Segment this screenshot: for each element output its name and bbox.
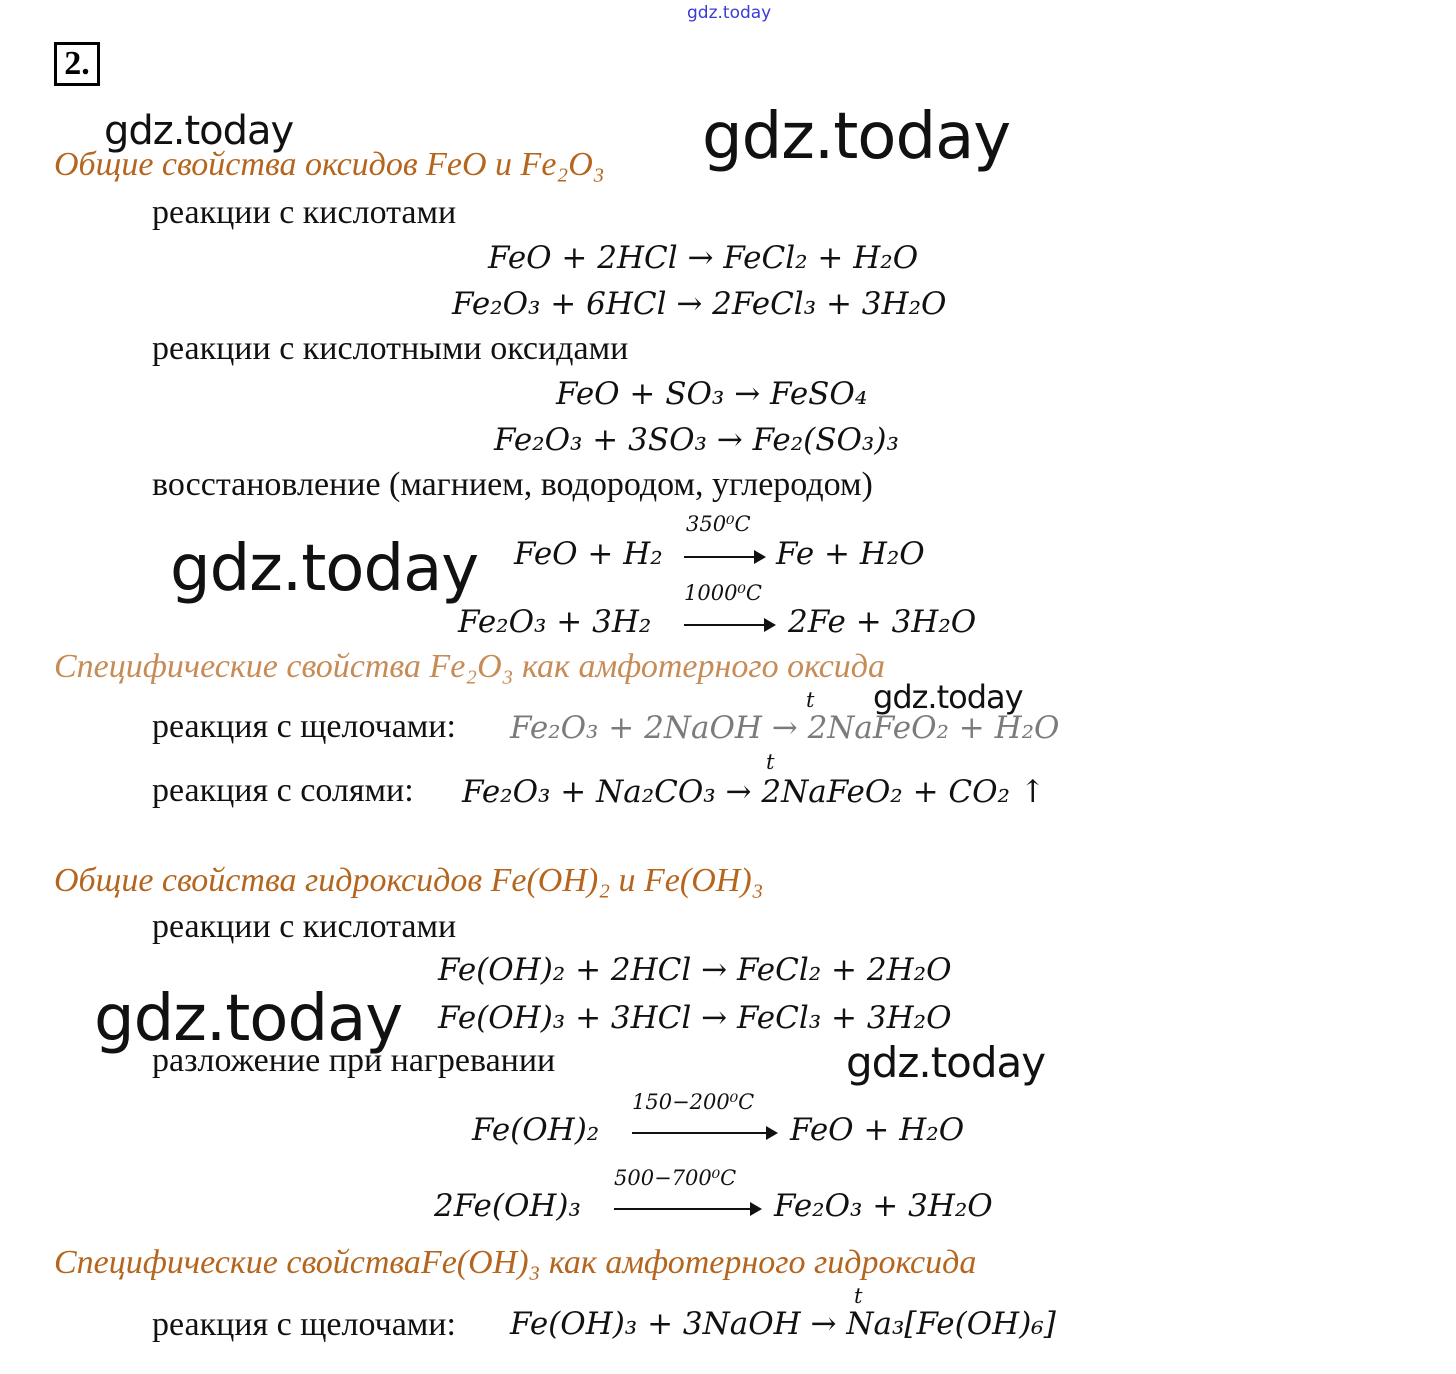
watermark-2: gdz.today [702, 100, 1011, 174]
heading-oxides-general: Общие свойства оксидов FeO и Fe₂O₃ [54, 146, 605, 183]
label-hydroxide-alkali: реакция с щелочами: [152, 1306, 456, 1343]
eq-feo-so3: FeO + SO₃ → FeSO₄ [556, 376, 868, 412]
eq-decomp-1-left: Fe(OH)₂ [472, 1112, 600, 1148]
heading-hydroxide-specific: Специфические свойстваFe(OH)₃ как амфотерного гидроксида [54, 1244, 977, 1281]
eq-reduction-2-condition: 1000⁰C [684, 581, 762, 605]
watermark-6: gdz.today [846, 1038, 1046, 1087]
eq-feo-hcl: FeO + 2HCl → FeCl₂ + H₂O [488, 240, 919, 276]
eq-feoh2-hcl: Fe(OH)₂ + 2HCl → FeCl₂ + 2H₂O [438, 952, 952, 988]
eq-decomp-2-left: 2Fe(OH)₃ [434, 1188, 581, 1224]
eq-oxide-alkali: Fe₂O₃ + 2NaOH → 2NaFeO₂ + H₂O [510, 710, 1060, 746]
label-reduction: восстановление (магнием, водородом, углеродом) [152, 466, 873, 503]
reduction-2-arrow [684, 624, 774, 626]
heading-oxide-specific: Специфические свойства Fe₂O₃ как амфотерного оксида [54, 648, 886, 685]
label-oxide-acids: реакции с кислотами [152, 194, 457, 231]
watermark-5: gdz.today [94, 982, 403, 1056]
eq-oxide-salts-condition: t [766, 750, 775, 774]
decomp-2-arrow [614, 1208, 760, 1210]
reduction-1-arrow [684, 556, 764, 558]
eq-decomp-2-right: Fe₂O₃ + 3H₂O [774, 1188, 993, 1224]
eq-hydroxide-alkali: Fe(OH)₃ + 3NaOH → Na₃[Fe(OH)₆] [510, 1306, 1056, 1342]
label-oxide-acid-oxides: реакции с кислотными оксидами [152, 330, 629, 367]
eq-reduction-1-left: FeO + H₂ [514, 536, 663, 572]
label-oxide-alkali: реакция с щелочами: [152, 708, 456, 745]
label-oxide-salts: реакция с солями: [152, 772, 414, 809]
eq-decomp-2-condition: 500−700⁰C [614, 1166, 737, 1190]
watermark-4: gdz.today [873, 678, 1023, 716]
heading-hydroxides-general: Общие свойства гидроксидов Fe(OH)₂ и Fe(OH)₃ [54, 862, 764, 899]
eq-reduction-2-left: Fe₂O₃ + 3H₂ [458, 604, 652, 640]
watermark-1: gdz.today [104, 108, 294, 154]
eq-decomp-1-condition: 150−200⁰C [632, 1090, 755, 1114]
eq-oxide-salts: Fe₂O₃ + Na₂CO₃ → 2NaFeO₂ + CO₂ ↑ [462, 774, 1046, 810]
task-number: 2. [54, 42, 100, 86]
watermark-top: gdz.today [687, 3, 772, 23]
eq-reduction-1-right: Fe + H₂O [776, 536, 925, 572]
eq-fe2o3-hcl: Fe₂O₃ + 6HCl → 2FeCl₃ + 3H₂O [452, 286, 947, 322]
eq-fe2o3-so3: Fe₂O₃ + 3SO₃ → Fe₂(SO₃)₃ [494, 422, 899, 458]
watermark-3: gdz.today [170, 532, 479, 606]
eq-reduction-1-condition: 350⁰C [686, 512, 751, 536]
label-decomposition: разложение при нагревании [152, 1042, 556, 1079]
eq-oxide-alkali-condition: t [806, 688, 815, 712]
decomp-1-arrow [632, 1132, 776, 1134]
eq-feoh3-hcl: Fe(OH)₃ + 3HCl → FeCl₃ + 3H₂O [438, 1000, 952, 1036]
eq-reduction-2-right: 2Fe + 3H₂O [788, 604, 977, 640]
eq-decomp-1-right: FeO + H₂O [790, 1112, 965, 1148]
label-hydroxide-acids: реакции с кислотами [152, 908, 457, 945]
eq-hydroxide-alkali-condition: t [854, 1284, 863, 1308]
